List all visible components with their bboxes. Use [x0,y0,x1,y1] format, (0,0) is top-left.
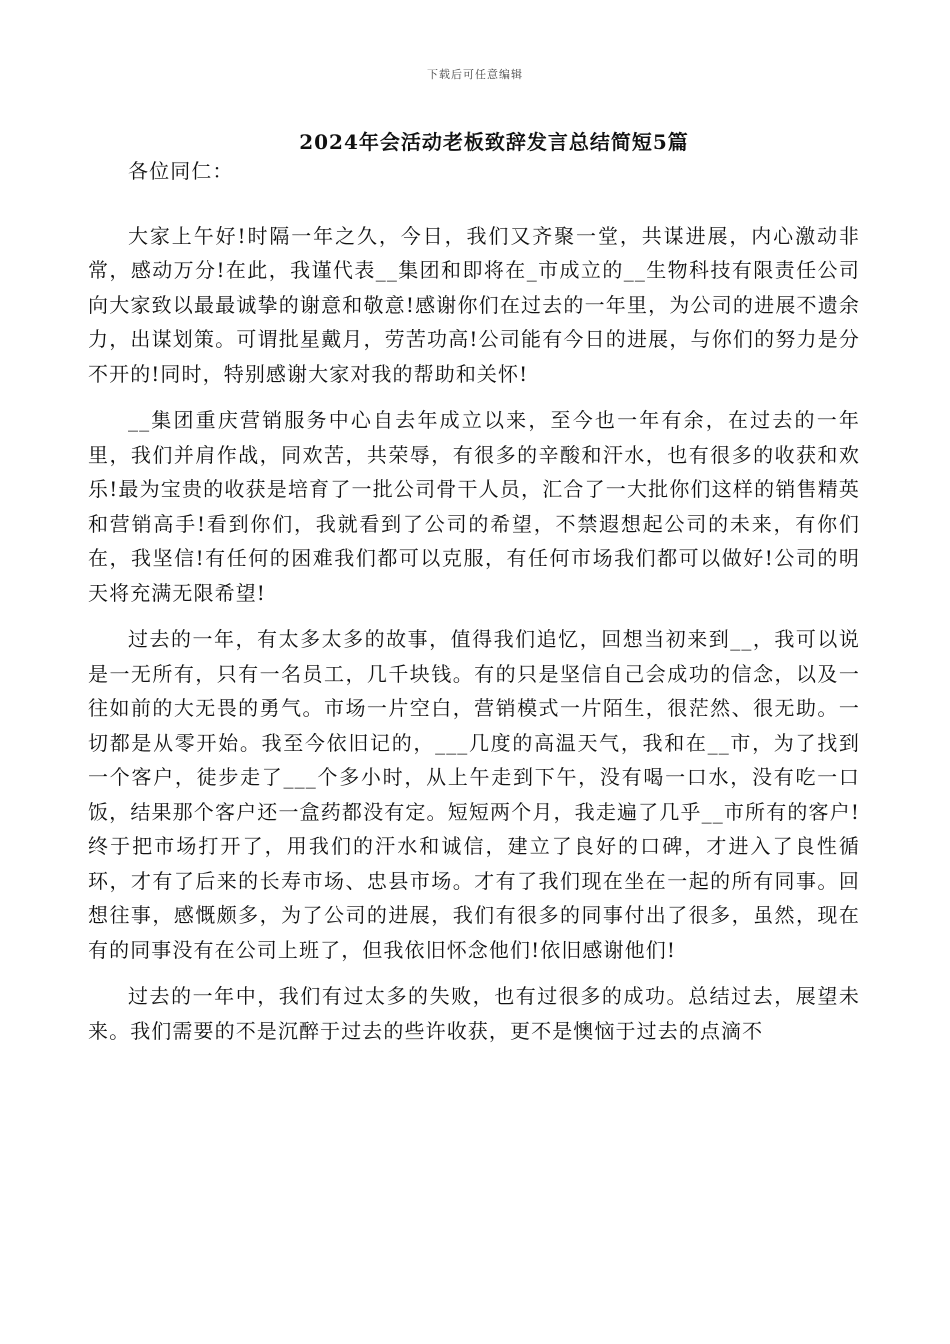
header-note: 下载后可任意编辑 [427,68,523,81]
document-body [88,154,860,1060]
paragraph: 过去的一年中，我们有过太多的失败，也有过很多的成功。总结过去，展望未来。我们需要的不是沉醉于过去的些许收获，更不是懊恼于过去的点滴不 [88,984,860,1043]
paragraph: 大家上午好!时隔一年之久，今日，我们又齐聚一堂，共谋进展，内心激动非常，感动万分!在此，我谨代表__集团和即将在_市成立的__生物科技有限责任公司向大家致以最最诚挚的谢意和敬意!感谢你们在过去的一年里，为公司的进展不遗余力，出谋划策。可谓批星戴月，劳苦功高!公司能有今日的进展，与你们的努力是分不开的!同时，特别感谢大家对我的帮助和关怀! [88,223,860,386]
salutation: 各位同仁： [128,159,234,183]
document-title: 2024年会活动老板致辞发言总结简短5篇 [299,130,689,154]
paragraph: __集团重庆营销服务中心自去年成立以来，至今也一年有余，在过去的一年里，我们并肩作战，同欢苦，共荣辱，有很多的辛酸和汗水，也有很多的收获和欢乐!最为宝贵的收获是培育了一批公司骨干人员，汇合了一大批你们这样的销售精英和营销高手!看到你们，我就看到了公司的希望，不禁遐想起公司的未来，有你们在，我坚信!有任何的困难我们都可以克服，有任何市场我们都可以做好!公司的明天将充满无限希望! [88,408,860,605]
paragraph: 过去的一年，有太多太多的故事，值得我们追忆，回想当初来到__，我可以说是一无所有，只有一名员工，几千块钱。有的只是坚信自己会成功的信念，以及一往如前的大无畏的勇气。市场一片空白，营销模式一片陌生，很茫然、很无助。一切都是从零开始。我至今依旧记的，___几度的高温天气，我和在__市，为了找到一个客户，徒步走了___个多小时，从上午走到下午，没有喝一口水，没有吃一口饭，结果那个客户还一盒药都没有定。短短两个月，我走遍了几乎__市所有的客户!终于把市场打开了，用我们的汗水和诚信，建立了良好的口碑，才进入了良性循环，才有了后来的长寿市场、忠县市场。才有了我们现在坐在一起的所有同事。回想往事，感慨颇多，为了公司的进展，我们有很多的同事付出了很多，虽然，现在有的同事没有在公司上班了，但我依旧怀念他们!依旧感谢他们! [88,627,860,962]
